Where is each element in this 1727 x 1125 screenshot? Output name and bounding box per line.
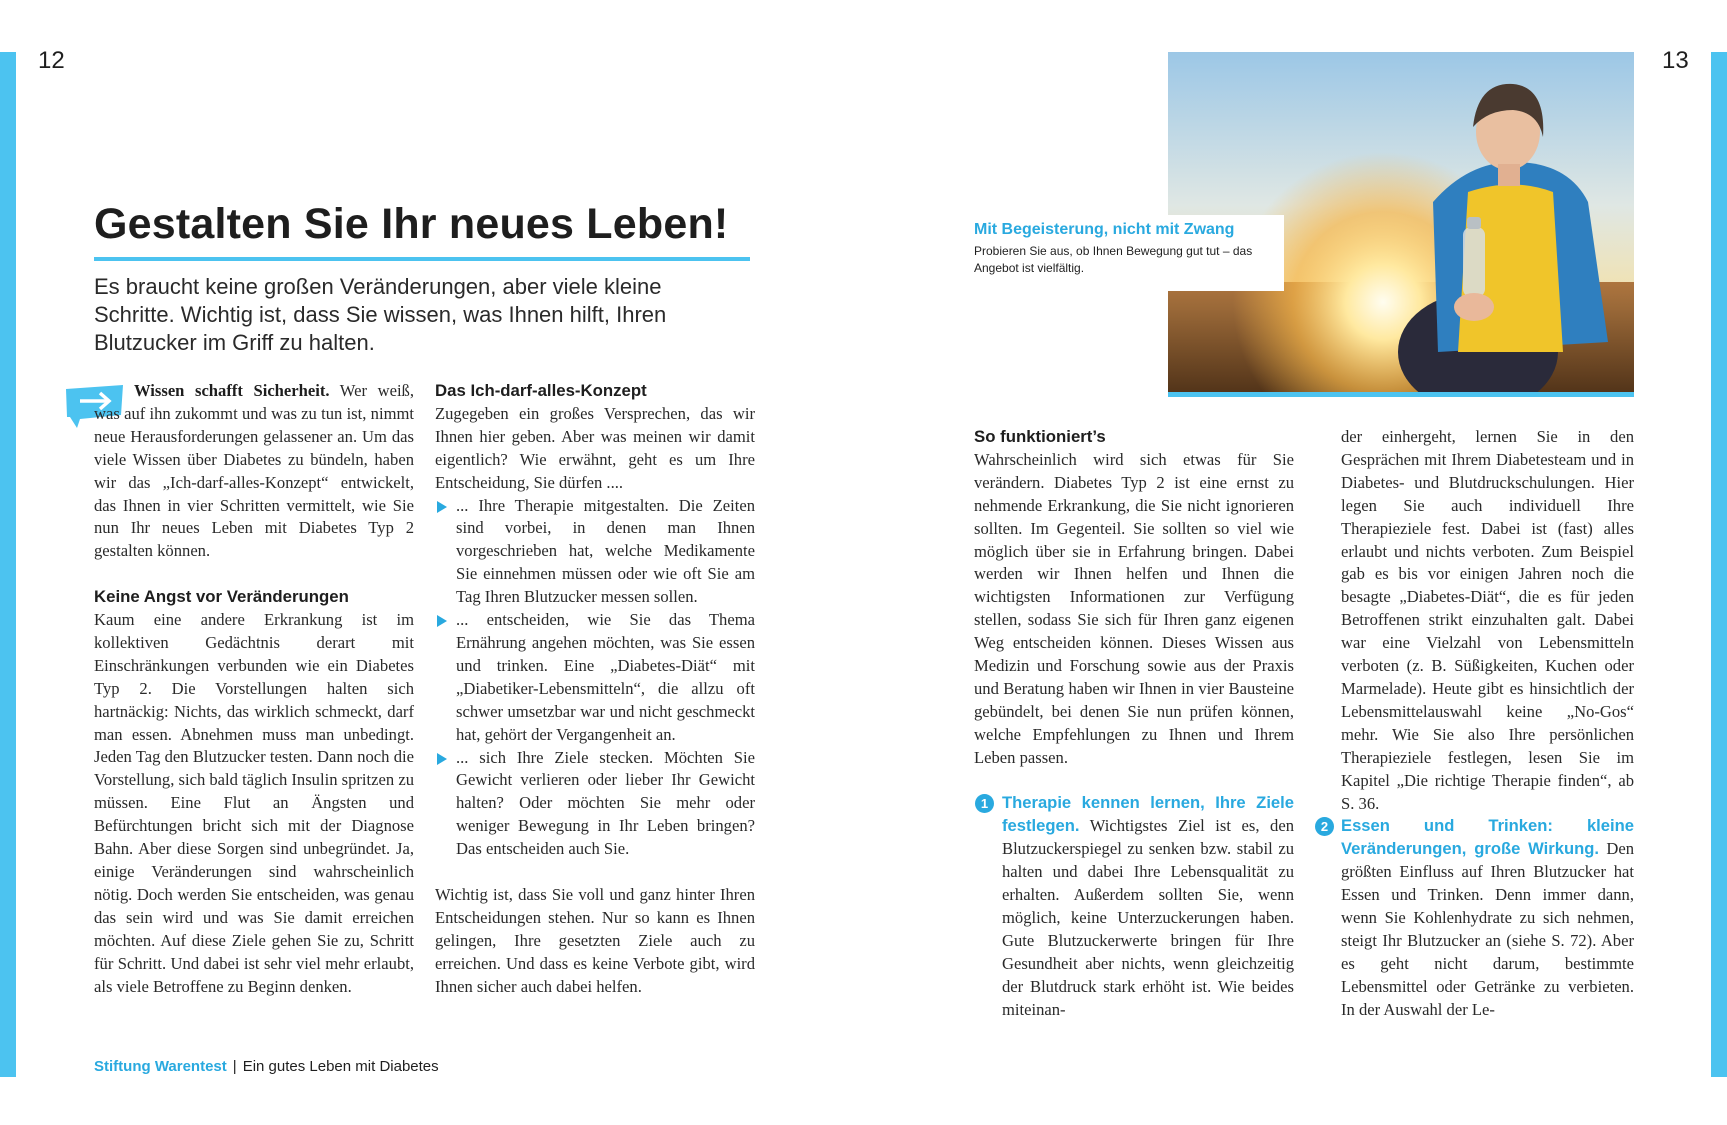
photo-caption: [962, 215, 1284, 291]
footer-book-title: Ein gutes Leben mit Diabetes: [242, 1058, 439, 1075]
column-1: [94, 380, 414, 998]
numbered-heading: Therapie kennen lernen, Ihre Ziele festlegen.: [1002, 793, 1294, 836]
number-badge: 2: [1315, 817, 1334, 836]
numbered-item-2: [1314, 815, 1634, 1021]
caption-title: Mit Begeisterung, nicht mit Zwang: [974, 221, 1235, 238]
concept-bullet-list: [435, 495, 755, 862]
heading-fear: Keine Angst vor Veränderungen: [94, 587, 349, 607]
intro-text: Wer weiß, was auf ihn zukommt und was zu tun ist, nimmt neue Herausforderungen gelassener an. Um das viele Wissen über Diabetes zu bündeln, haben wir das „Ich-darf-alles-Konzept“ entwickelt, das Ihnen in vier Schritten vermittelt, wie Sie nun Ihr neues Leben mit Diabetes Typ 2 gestalten können.: [94, 381, 414, 561]
page-number-right: 13: [1662, 47, 1689, 74]
caption-text: Probieren Sie aus, ob Ihnen Bewegung gut tut – das Angebot ist vielfältig.: [974, 244, 1253, 275]
concept-closing: Wichtig ist, dass Sie voll und ganz hinter Ihren Entscheidungen stehen. Nur so kann es Ihnen gelingen, Ihre gesetzten Ziele auch zu erreichen. Und dass es keine Verbote gibt, wird Ihnen sicher auch dabei helfen.: [435, 884, 755, 996]
triangle-bullet-icon: [437, 501, 447, 513]
photo-underline: [1168, 392, 1634, 397]
triangle-bullet-icon: [437, 615, 447, 627]
triangle-bullet-icon: [437, 753, 447, 765]
lead-paragraph: Es braucht keine großen Veränderungen, aber viele kleine Schritte. Wichtig ist, dass Sie wissen, was Ihnen hilft, Ihren Blutzucker im Griff zu halten.: [94, 274, 667, 355]
concept-intro: Zugegeben ein großes Versprechen, das wir Ihnen hier geben. Aber was meinen wir damit eigentlich? Wie erwähnt, geht es um Ihre Entscheidung, Sie dürfen ....: [435, 403, 755, 492]
heading-concept: Das Ich-darf-alles-Konzept: [435, 381, 647, 400]
numbered-text-part1: Wichtigstes Ziel ist es, den Blutzuckerspiegel zu senken bzw. stabil zu halten und dabei Ihre Lebensqualität zu erhalten. Außerdem sollten Sie, wenn möglich, keine Unterzuckerungen haben. Gute Blutzuckerwerte bringen für Ihre Gesundheit aber nichts, wenn gleichzeitig der Blutdruck stark erhöht ist. Wie beides miteinan-: [1002, 816, 1294, 1019]
page-number-left: 12: [38, 47, 65, 74]
numbered-item-1: [974, 792, 1294, 1021]
footer-brand: Stiftung Warentest: [94, 1058, 227, 1075]
column-2: [435, 380, 755, 998]
number-badge: 1: [975, 794, 994, 813]
how-paragraph: Wahrscheinlich wird sich etwas für Sie verändern. Diabetes Typ 2 ist eine ernst zu nehmende Erkrankung, die Sie nicht ignorieren sollten. Im Gegenteil. Sie sollten so viel wie möglich über sie in Erfahrung bringen. Dabei werden wir Ihnen helfen und Ihnen die wichtigsten Informationen zur Verfügung stellen, sodass Sie sich für Ihren ganz eigenen Weg entscheiden können. Dieses Wissen aus Medizin und Forschung sowie aus der Praxis und Beratung haben wir Ihnen in vier Bausteine gebündelt, bei denen Sie nun prüfen können, welche Empfehlungen zu Ihnen und Ihrem Leben passen.: [974, 449, 1294, 767]
list-item: ... sich Ihre Ziele stecken. Möchten Sie Gewicht verlieren oder lieber Ihr Gewicht halten? Oder möchten Sie mehr oder weniger Bewegung in Ihr Leben bringen? Das entscheiden auch Sie.: [435, 747, 755, 862]
numbered-text-part2: der einhergeht, lernen Sie in den Gesprächen mit Ihrem Diabetesteam und in Diabetes- und Blutdruckschulungen. Hier legen Sie auch individuell Ihre Therapieziele fest. Dabei ist (fast) alles erlaubt und nichts verboten. Zum Beispiel gab es bis vor einigen Jahren noch die besagte „Diabetes-Diät“, die es für jeden Betroffenen strikt einzuhalten galt. Dabei war eine Vielzahl von Lebensmitteln verboten (z. B. Süßigkeiten, Kuchen oder Marmelade). Heute gibt es hinsichtlich der Lebensmittelauswahl keine „No-Gos“ mehr. Wie Sie also Ihre persönlichen Therapieziele festlegen, lesen Sie im Kapitel „Die richtige Therapie finden“, ab S. 36.: [1341, 427, 1634, 813]
fear-paragraph: Kaum eine andere Erkrankung ist im kollektiven Gedächtnis derart mit Einschränkungen verbunden wie ein Diabetes Typ 2. Die Vorstellungen halten sich hartnäckig: Nichts, das wirklich schmeckt, darf man essen. Abnehmen muss man unbedingt. Jeden Tag den Blutzucker testen. Dann noch die Vorstellung, sich bald täglich Insulin spritzen zu müssen. Eine Flut an Ängsten und Befürchtungen bricht sich mit der Diagnose Bahn. Aber diese Sorgen sind unbegründet. Ja, einige Veränderungen sind wahrscheinlich nötig. Doch werden Sie entscheiden, was genau das sein wird und was Sie damit erreichen möchten. Auf diese Ziele gehen Sie zu, Schritt für Schritt. Und dabei ist sehr viel mehr erlaubt, als viele Betroffene zu Beginn denken.: [94, 610, 414, 996]
list-item: ... entscheiden, wie Sie das Thema Ernährung angehen möchten, was Sie essen und trinken. Eine „Diabetes-Diät“ mit „Diabetiker-Lebensmitteln“, die allzu oft schwer umsetzbar war und nicht geschmeckt hat, gehört der Vergangenheit an.: [435, 609, 755, 746]
list-item: ... Ihre Therapie mitgestalten. Die Zeiten sind vorbei, in denen man Ihnen vorgeschrieben hat, welche Medikamente Sie einnehmen müssen oder wie oft Sie am Tag Ihren Blutzucker messen sollen.: [435, 495, 755, 610]
intro-paragraph: [94, 380, 414, 563]
footer-separator: |: [232, 1058, 237, 1075]
footer: [94, 1058, 439, 1075]
column-3: [974, 426, 1294, 1022]
numbered-text: Den größten Einfluss auf Ihren Blutzucker hat Essen und Trinken. Denn immer dann, wenn Sie Kohlenhydrate zu sich nehmen, steigt Ihr Blutzucker an (siehe S. 72). Aber es geht nicht darum, bestimmte Lebensmittel oder Getränke zu verbieten. In der Auswahl der Le-: [1341, 839, 1634, 1019]
numbered-heading: Essen und Trinken: kleine Veränderungen, große Wirkung.: [1341, 816, 1634, 859]
title-underline: [94, 257, 750, 261]
intro-lead-bold: Wissen schafft Sicherheit.: [134, 381, 330, 400]
heading-how: So funktioniert’s: [974, 427, 1106, 446]
right-edge-bar: [1711, 52, 1727, 1077]
column-4: [1320, 426, 1634, 1022]
page-title: Gestalten Sie Ihr neues Leben!: [94, 200, 729, 248]
left-edge-bar: [0, 52, 16, 1077]
